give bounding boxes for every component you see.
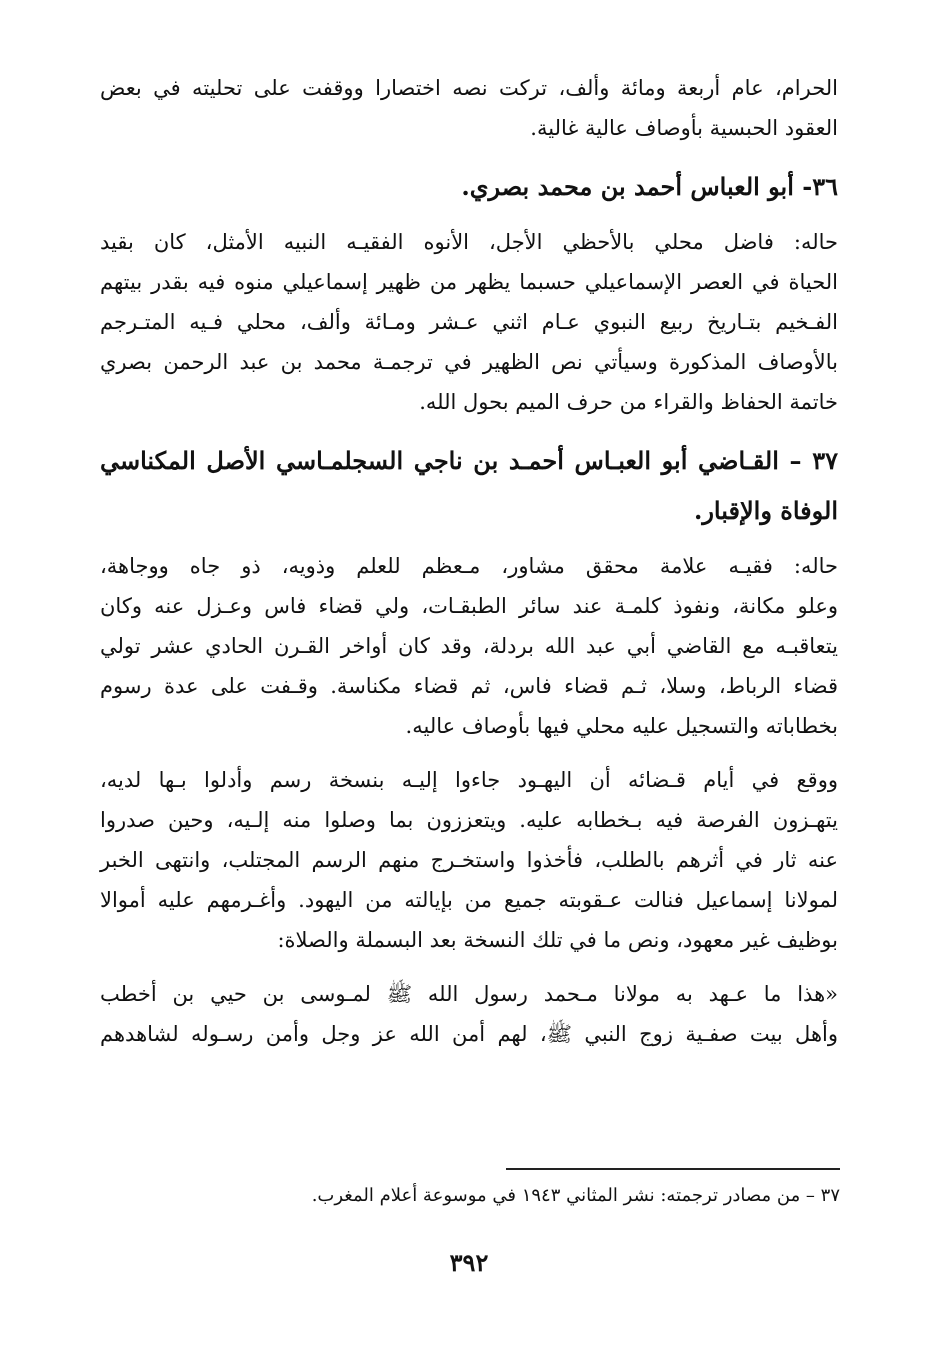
page-body <box>100 68 838 1068</box>
text-line: وعلو مكانة، ونفوذ كلمـة عند سائر الطبقـات، ولي قضاء فاس وعـزل عنه وكان <box>100 594 838 618</box>
footnote: ٣٧ – من مصادر ترجمته: نشر المثاني ١٩٤٣ في موسوعة أعلام المغرب. <box>311 1185 840 1206</box>
text-line: حاله: فاضل محلي بالأحظي الأجل، الأنوه الفقيـه النبيه الأمثل، كان بقيد <box>100 230 838 254</box>
text-line: بوظيف غير معهود، ونص ما في تلك النسخة بعد البسملة والصلاة: <box>277 928 838 952</box>
entry-36-heading <box>100 162 838 212</box>
text-line: يتعاقبـه مع القاضي أبي عبد الله بردلة، وقد كان أواخر القـرن الحادي عشر تولي <box>100 634 838 658</box>
text-line: بالأوصاف المذكورة وسيأتي نص الظهير في ترجمـة محمد بن عبد الرحمن بصري <box>100 350 838 374</box>
entry-37-heading <box>100 436 838 536</box>
text-line: خاتمة الحفاظ والقراء من حرف الميم بحول الله. <box>419 390 838 414</box>
entry-37-paragraph-2 <box>100 760 838 960</box>
entry-37-paragraph-3 <box>100 974 838 1054</box>
heading-line: ٣٦- أبو العباس أحمد بن محمد بصري. <box>461 172 838 201</box>
heading-line: ٣٧ – القـاضي أبو العبـاس أحمـد بن ناجي السجلمـاسي الأصل المكناسي <box>100 446 838 475</box>
text-line: وأهل بيت صفـية زوج النبي ﷺ، لهم أمن الله عز وجل وأمن رسـوله لشاهدهم <box>100 1022 838 1046</box>
entry-36-paragraph <box>100 222 838 422</box>
footnote-divider <box>506 1168 840 1170</box>
page-number: ٣٩٢ <box>449 1248 489 1277</box>
text-line: لمولانا إسماعيل فنالت عـقوبته جميع من بإيالته من اليهود. وأغـرمهم عليه أموالا <box>100 888 838 912</box>
text-line: حاله: فقيـه علامة محقق مشاور، مـعظم للعلم وذويه، ذو جاه ووجاهة، <box>100 554 838 578</box>
intro-paragraph <box>100 68 838 148</box>
text-line: بخطاباته والتسجيل عليه محلي فيها بأوصاف عاليه. <box>405 714 838 738</box>
text-line: عنه ثار في أثرهم بالطلب، فأخذوا واستخـرج منهم الرسم المجتلب، وانتهى الخبر <box>100 848 838 872</box>
heading-line: الوفاة والإقبار. <box>693 496 838 525</box>
entry-37-paragraph-1 <box>100 546 838 746</box>
text-line: قضاء الرباط، وسلا، ثـم قضاء فاس، ثم قضاء مكناسة. وقـفت على عدة رسوم <box>100 674 838 698</box>
text-line: العقود الحبسية بأوصاف عالية غالية. <box>530 116 838 140</box>
text-line: الحياة في العصر الإسماعيلي حسبما يظهر من ظهير إسماعيلي منوه فيه بقدر بيتهم <box>100 270 838 294</box>
text-line: ووقع في أيام قـضائه أن اليهـود جاءوا إليـه بنسخة رسم وأدلوا بـها لديه، <box>100 768 838 792</box>
text-line: «هذا ما عـهد به مولانا مـحمد رسول الله ﷺ لمـوسى بن حيي بن أخطب <box>100 982 838 1006</box>
text-line: الحرام، عام أربعة ومائة وألف، تركت نصه اختصارا ووقفت على تحليته في بعض <box>100 76 838 100</box>
text-line: الفـخيم بتـاريخ ربيع النبوي عـام اثني عـشر ومـائة وألف، محلي فـيه المتـرجم <box>100 310 838 334</box>
text-line: يتهـزون الفرصة فيه بـخطابه عليه. ويتعززون بما وصلوا منه إلـيه، وحين صدروا <box>100 808 838 832</box>
